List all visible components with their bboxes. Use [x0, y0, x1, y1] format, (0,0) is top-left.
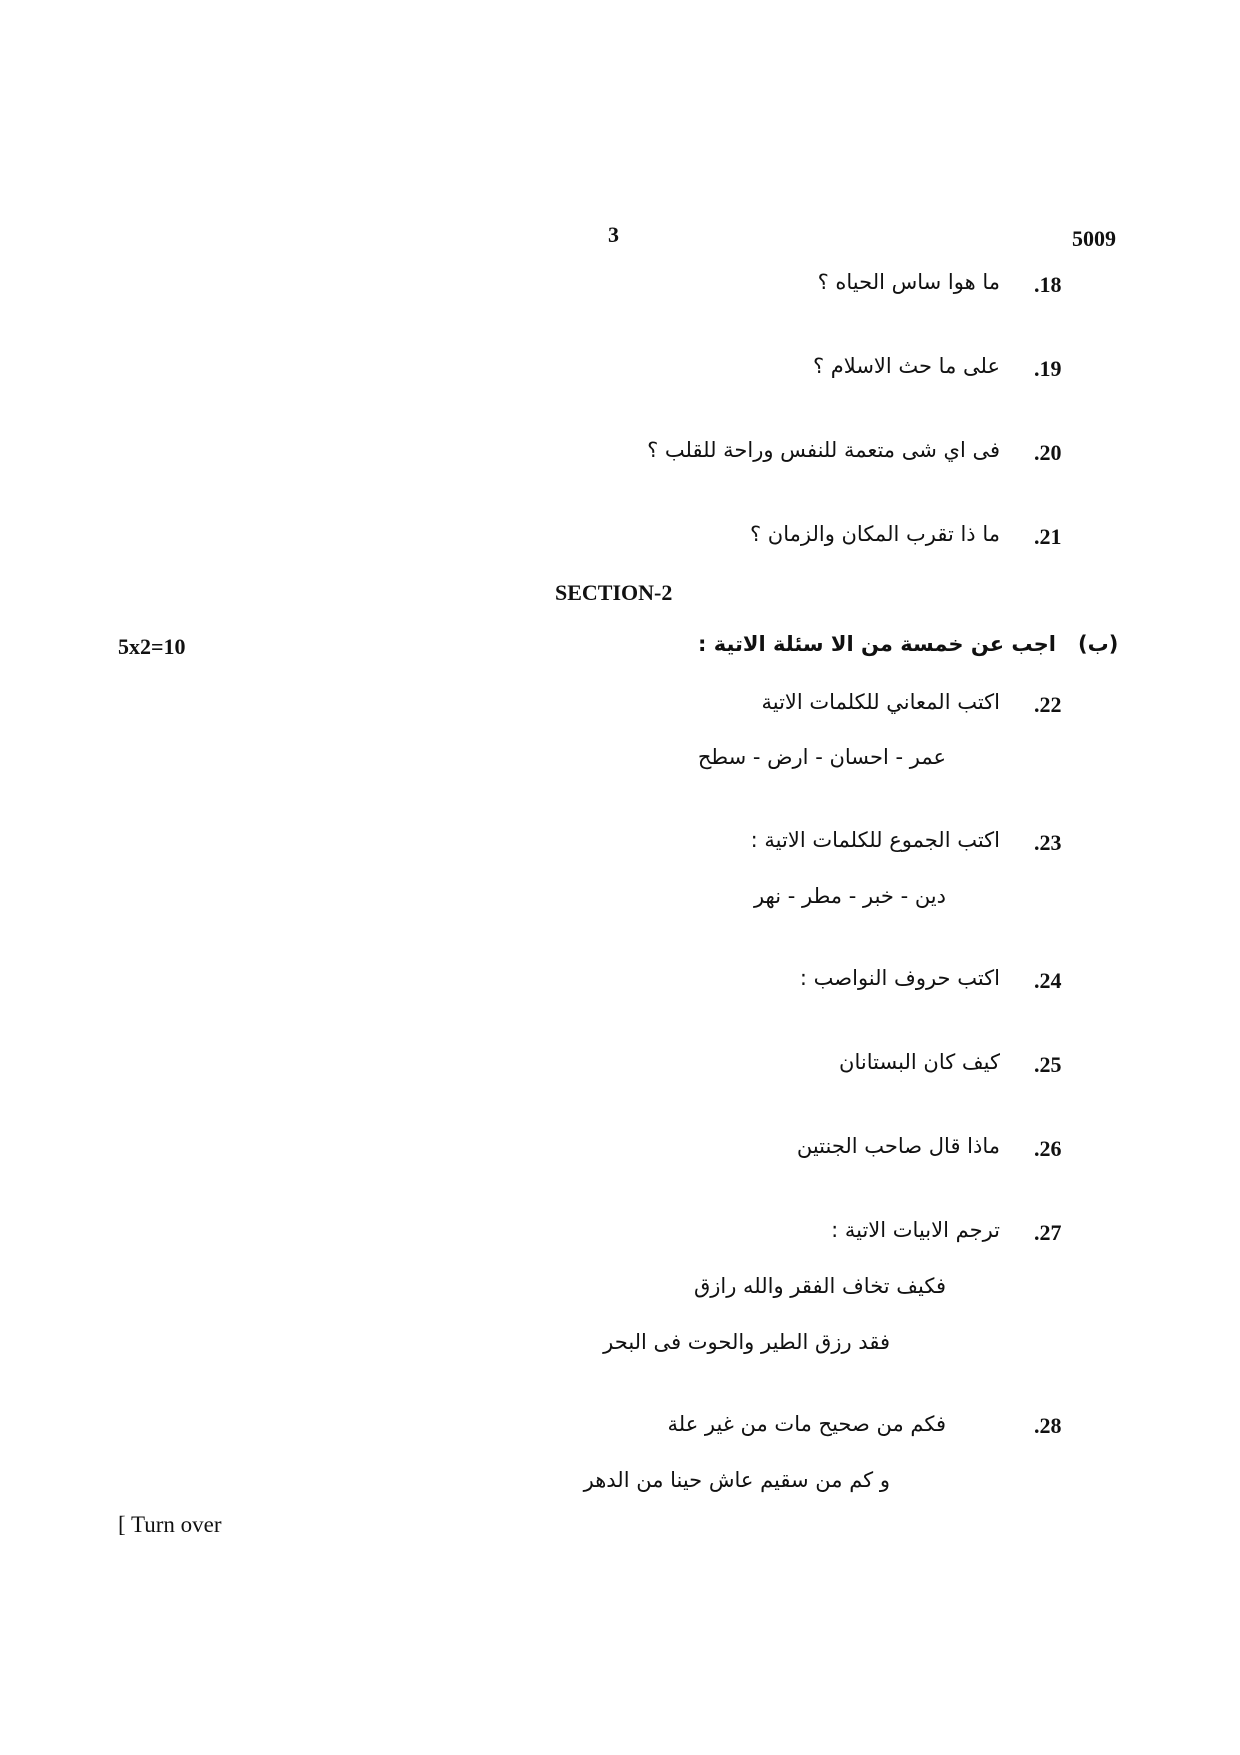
- section-marker: (ب): [1078, 632, 1119, 656]
- question-text-23: اكتب الجموع للكلمات الاتية :: [750, 828, 1000, 852]
- turn-over-note: [ Turn over: [118, 1512, 222, 1537]
- question-text-20: فى اي شى متعمة للنفس وراحة للقلب ؟: [647, 438, 1000, 462]
- verse-line-3: فكم من صحيح مات من غير علة: [667, 1412, 946, 1436]
- question-number-25: .25: [1034, 1052, 1062, 1077]
- question-text-21: ما ذا تقرب المكان والزمان ؟: [749, 522, 1000, 546]
- section-marks: 5x2=10: [118, 634, 186, 659]
- question-number-18: .18: [1034, 272, 1062, 297]
- question-sub-22: عمر - احسان - ارض - سطح: [697, 745, 946, 769]
- section-title: SECTION-2: [555, 580, 673, 605]
- question-text-22: اكتب المعاني للكلمات الاتية: [761, 690, 1000, 714]
- question-number-20: .20: [1034, 440, 1062, 465]
- question-number-23: .23: [1034, 830, 1062, 855]
- question-number-24: .24: [1034, 968, 1062, 993]
- question-text-26: ماذا قال صاحب الجنتين: [796, 1134, 1000, 1158]
- question-number-21: .21: [1034, 524, 1062, 549]
- question-text-24: اكتب حروف النواصب :: [799, 966, 1000, 990]
- question-text-25: كيف كان البستانان: [839, 1050, 1000, 1074]
- question-number-27: .27: [1034, 1220, 1062, 1245]
- verse-line-1: فكيف تخاف الفقر والله رازق: [693, 1274, 946, 1298]
- page-number: 3: [608, 222, 619, 247]
- paper-code: 5009: [1072, 226, 1116, 251]
- question-text-18: ما هوا ساس الحياه ؟: [817, 270, 1000, 294]
- question-number-28: .28: [1034, 1413, 1062, 1438]
- question-sub-23: دين - خبر - مطر - نهر: [753, 884, 946, 908]
- question-number-26: .26: [1034, 1136, 1062, 1161]
- question-number-19: .19: [1034, 356, 1062, 381]
- verse-line-2: فقد رزق الطير والحوت فى البحر: [603, 1330, 890, 1354]
- verse-line-4: و كم من سقيم عاش حينا من الدهر: [583, 1468, 890, 1492]
- question-number-22: .22: [1034, 692, 1062, 717]
- section-instruction: اجب عن خمسة من الا سئلة الاتية :: [698, 632, 1056, 656]
- question-text-27: ترجم الابيات الاتية :: [831, 1218, 1000, 1242]
- question-text-19: على ما حث الاسلام ؟: [812, 354, 1000, 378]
